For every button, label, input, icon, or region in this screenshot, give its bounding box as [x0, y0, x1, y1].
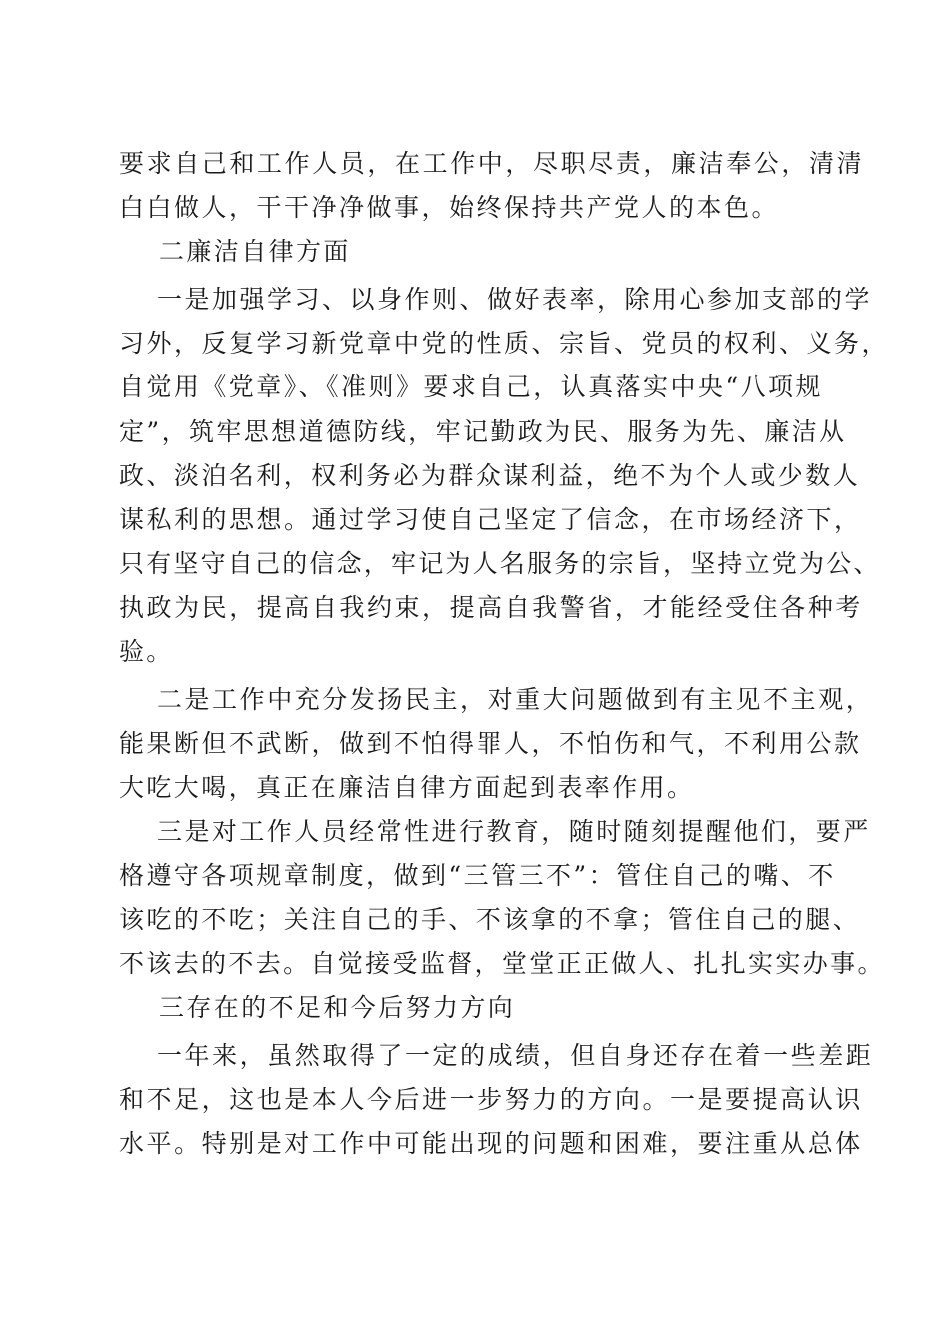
- text-line: 定”，筑牢思想道德防线，牢记勤政为民、服务为先、廉洁从: [119, 417, 847, 446]
- text-line: 和不足，这也是本人今后进一步努力的方向。一是要提高认识: [119, 1085, 863, 1114]
- text-line: 白白做人，干干净净做事，始终保持共产党人的本色。: [119, 193, 780, 222]
- text-line: 一是加强学习、以身作则、做好表率，除用心参加支部的学: [157, 285, 873, 314]
- text-line: 谋私利的思想。通过学习使自己坚定了信念，在市场经济下，: [119, 505, 862, 534]
- text-line: 一年来，虽然取得了一定的成绩，但自身还存在着一些差距: [157, 1041, 874, 1070]
- text-line: 要求自己和工作人员，在工作中，尽职尽责，廉洁奉公，清清: [119, 149, 865, 178]
- text-line: 二是工作中充分发扬民主，对重大问题做到有主见不主观，: [157, 685, 874, 714]
- text-line: 自觉用《党章》、《准则》要求自己，认真落实中央“八项规: [119, 372, 823, 401]
- text-line: 习外，反复学习新党章中党的性质、宗旨、党员的权利、义务，: [119, 329, 890, 358]
- text-line: 三是对工作人员经常性进行教育，随时随刻提醒他们，要严: [157, 817, 871, 846]
- text-line: 能果断但不武断，做到不怕得罪人，不怕伤和气，不利用公款: [119, 729, 862, 758]
- text-line: 该吃的不吃；关注自己的手、不该拿的不拿；管住自己的腿、: [119, 905, 861, 934]
- text-line: 格遵守各项规章制度，做到“三管三不”：管住自己的嘴、不: [119, 861, 836, 890]
- text-line: 政、淡泊名利，权利务必为群众谋利益，绝不为个人或少数人: [119, 461, 861, 490]
- text-line: 验。: [119, 637, 174, 666]
- text-line: 大吃大喝，真正在廉洁自律方面起到表率作用。: [119, 773, 695, 802]
- text-line: 只有坚守自己的信念，牢记为人名服务的宗旨，坚持立党为公、: [119, 549, 881, 578]
- text-line: 执政为民，提高自我约束，提高自我警省，才能经受住各种考: [119, 593, 863, 622]
- text-line: 不该去的不去。自觉接受监督，堂堂正正做人、扎扎实实办事。: [119, 949, 885, 978]
- text-line: 水平。特别是对工作中可能出现的问题和困难，要注重从总体: [119, 1129, 863, 1158]
- section-heading: 二廉洁自律方面: [159, 237, 351, 266]
- section-heading: 三存在的不足和今后努力方向: [159, 993, 516, 1022]
